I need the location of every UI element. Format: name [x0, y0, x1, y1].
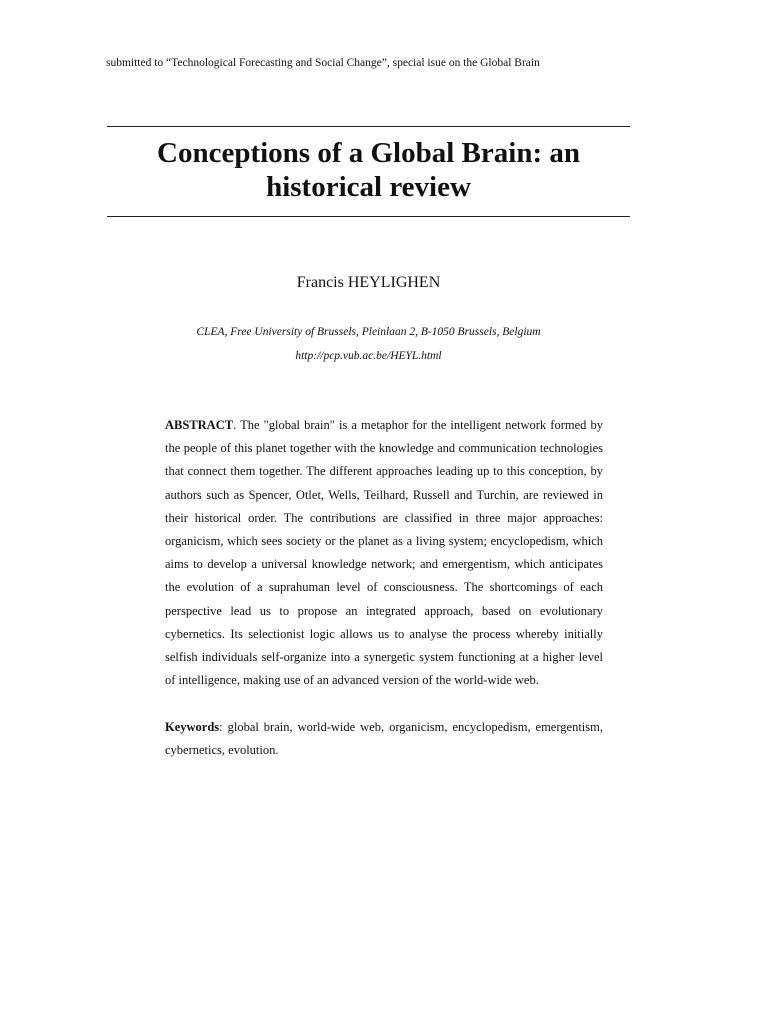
- author-name: Francis HEYLIGHEN: [296, 274, 441, 291]
- abstract-label: ABSTRACT: [165, 418, 234, 432]
- paper-title-line-1: Conceptions of a Global Brain: an: [157, 137, 580, 169]
- abstract-text: . The "global brain" is a metaphor for the intelligent network formed by the people of this planet together with the knowledge and communication technologies that connect them together. The different approaches leading up to this conception, by authors such as Spencer, Otlet, Wells, Teilhard, Russell and Turchin, are reviewed in their historical order. The contributions are classified in three major approaches: organicism, which sees society or the planet as a living system; encyclopedism, which aims to develop a universal knowledge network; and emergentism, which anticipates the evolution of a suprahuman level of consciousness. The shortcomings of each perspective lead us to propose an integrated approach, based on evolutionary cybernetics. Its selectionist logic allows us to analyse the process whereby initially selfish individuals self-organize into a synergetic system functioning at a higher level of intelligence, making use of an advanced version of the world-wide web.: [165, 418, 603, 688]
- title-rule-bottom: [107, 216, 630, 217]
- abstract-paragraph: [165, 414, 603, 692]
- paper-title: [107, 136, 630, 204]
- keywords-text: : global brain, world-wide web, organicism, encyclopedism, emergentism, cybernetics, evolution.: [165, 720, 603, 758]
- title-rule-top: [107, 126, 630, 127]
- keywords-paragraph: [165, 716, 603, 762]
- author-affiliation: CLEA, Free University of Brussels, Pleinlaan 2, B-1050 Brussels, Belgium: [196, 326, 541, 338]
- author-url[interactable]: http://pcp.vub.ac.be/HEYL.html: [295, 350, 442, 362]
- keywords-label: Keywords: [165, 720, 220, 734]
- submission-note: submitted to “Technological Forecasting and Social Change”, special isue on the Global Brain: [106, 57, 540, 69]
- paper-title-line-2: historical review: [266, 171, 471, 203]
